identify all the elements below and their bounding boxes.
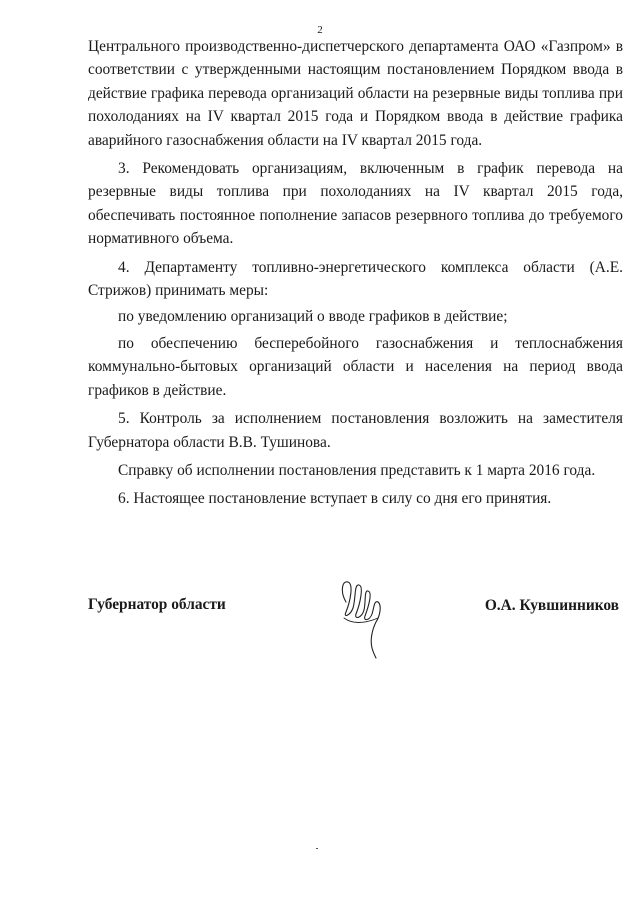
paragraph-item-6: 6. Настоящее постановление вступает в силу со дня его принятия. <box>118 490 552 508</box>
paragraph-subitem-notification: по уведомлению организаций о вводе графиков в действие; <box>118 308 508 326</box>
footer-mark <box>316 848 318 849</box>
document-body <box>88 35 623 511</box>
paragraph-continuation: Центрального производственно-диспетчерского департамента ОАО «Газпром» в соответствии с утвержденными настоящим постановлением Порядком ввода в действие графика перевода организаций области на резервные виды топлива при похолоданиях на IV квартал 2015 года и Порядком ввода в действие графика аварийного газоснабжения области на IV квартал 2015 года. <box>88 38 623 149</box>
page-number: 2 <box>317 24 323 36</box>
paragraph-item-5: 5. Контроль за исполнением постановления возложить на заместителя Губернатора области В.В. Тушинова. <box>88 410 623 451</box>
paragraph-subitem-supply: по обеспечению бесперебойного газоснабжения и теплоснабжения коммунально-бытовых организаций области и населения на период ввода графиков в действие. <box>88 334 623 399</box>
paragraph-item-4: 4. Департаменту топливно-энергетического комплекса области (А.Е. Стрижов) принимать меры: <box>88 258 623 300</box>
signatory-name: О.А. Кувшинников <box>484 597 619 614</box>
handwritten-signature <box>334 572 394 660</box>
paragraph-item-3: 3. Рекомендовать организациям, включенным в график перевода на резервные виды топлива при похолоданиях на IV квартал 2015 года, обеспечивать постоянное пополнение запасов резервного топлива до требуемого нормативного объема. <box>88 160 623 248</box>
signatory-title: Губернатор области <box>88 596 226 613</box>
paragraph-report: Справку об исполнении постановления представить к 1 марта 2016 года. <box>118 461 596 479</box>
